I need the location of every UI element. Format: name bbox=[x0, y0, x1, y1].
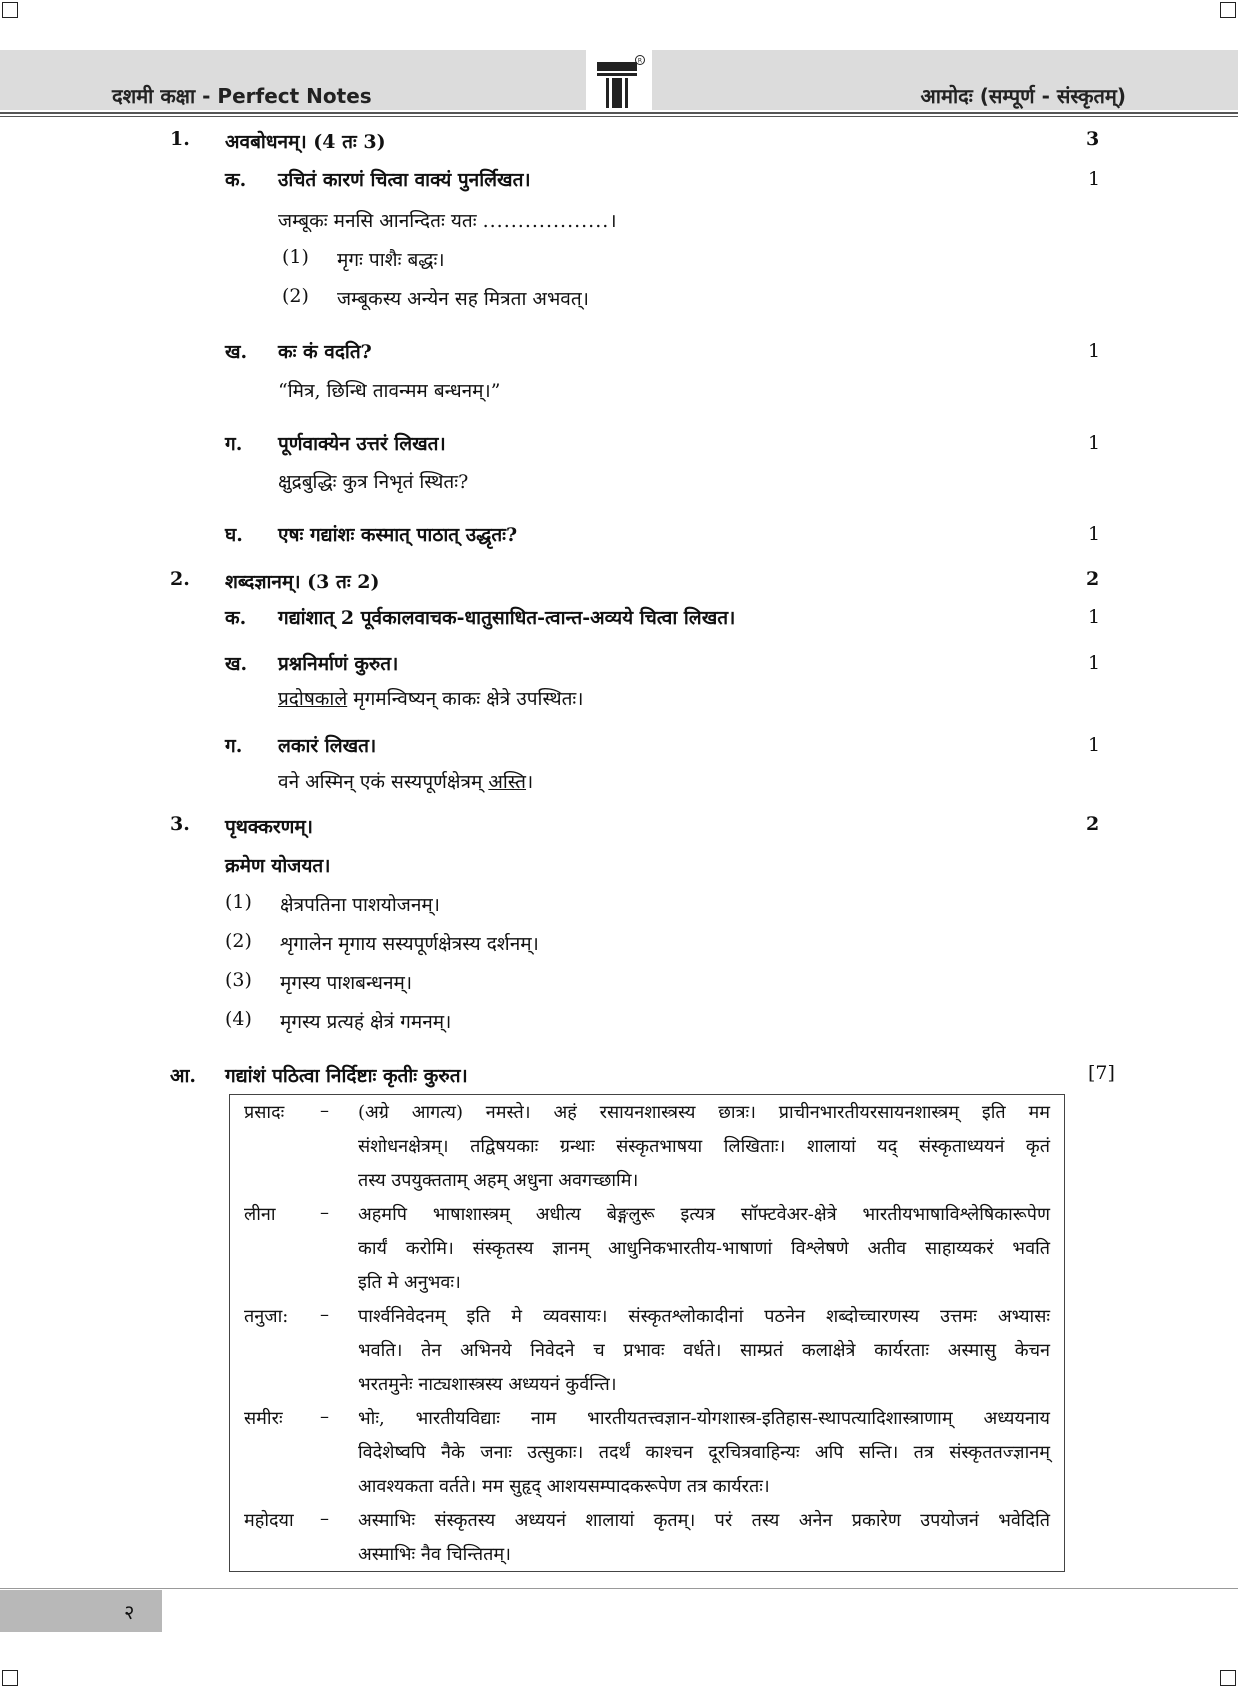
q1-gha-instruction: एषः गद्यांशः कस्मात् पाठात् उद्धृतः? bbox=[278, 524, 518, 546]
dialogue-dash: – bbox=[320, 1304, 329, 1325]
dialogue-line: भरतमुनेः नाट्यशास्त्रस्य अध्ययनं कुर्वन्ति। bbox=[358, 1374, 617, 1395]
svg-text:R: R bbox=[637, 57, 643, 65]
q3-marks: 2 bbox=[1086, 813, 1100, 835]
dialogue-dash: – bbox=[320, 1508, 329, 1529]
q2-ga-marks: 1 bbox=[1088, 734, 1101, 756]
q1-ka-stem bbox=[278, 207, 617, 233]
q2-ka-instruction: गद्यांशात् 2 पूर्वकालवाचक-धातुसाधित-त्वान्त-अव्यये चित्वा लिखत। bbox=[278, 607, 736, 629]
dialogue-line: अहमपि भाषाशास्त्रम् अधीत्य बेङ्गलुरू इत्यत्र सॉफ्टवेअर-क्षेत्रे भारतीयभाषाविश्लेषिकारूपेण bbox=[358, 1204, 1050, 1225]
header-rule bbox=[0, 112, 1238, 114]
q2-kha-sentence bbox=[278, 685, 583, 711]
q3-item-number: (3) bbox=[225, 969, 252, 991]
dialogue-speaker: लीना bbox=[244, 1204, 276, 1225]
q1-title: अवबोधनम्। (4 तः 3) bbox=[225, 131, 386, 153]
q1-ka-option1: मृगः पाशैः बद्धः। bbox=[337, 249, 445, 271]
q3-item: मृगस्य पाशबन्धनम्। bbox=[280, 972, 413, 994]
q1-marks: 3 bbox=[1086, 128, 1100, 150]
dialogue-line: इति मे अनुभवः। bbox=[358, 1272, 461, 1293]
q2-ga-label: ग. bbox=[225, 735, 243, 757]
publisher-logo bbox=[586, 50, 652, 112]
q1-kha-quote: “मित्र, छिन्धि तावन्मम बन्धनम्।” bbox=[278, 380, 501, 402]
sentence-end: । bbox=[526, 771, 534, 793]
logo-icon bbox=[593, 54, 645, 110]
dialogue-dash: – bbox=[320, 1406, 329, 1427]
dialogue-line: आवश्यकता वर्तते। मम सुहृद् आशयसम्पादकरूपेण तत्र कार्यरतः। bbox=[358, 1476, 770, 1497]
dialogue-line: विदेशेष्वपि नैके जनाः उत्सुकाः। तदर्थं काश्चन दूरचित्रवाहिन्यः अपि सन्ति। तत्र संस्कृततज्ज्ञानम् bbox=[358, 1442, 1050, 1463]
dialogue-line: अस्माभिः संस्कृतस्य अध्ययनं शालायां कृतम्। परं तस्य अनेन प्रकारेण उपयोजनं भवेदिति bbox=[358, 1510, 1050, 1531]
q1-gha-label: घ. bbox=[225, 524, 243, 546]
q1-ka-option1-number: (1) bbox=[282, 246, 309, 268]
q2-title: शब्दज्ञानम्। (3 तः 2) bbox=[225, 571, 380, 593]
q1-ka-label: क. bbox=[225, 169, 247, 191]
header-rule-thin bbox=[0, 116, 1238, 117]
q3-item-number: (2) bbox=[225, 930, 252, 952]
q3-item: क्षेत्रपतिना पाशयोजनम्। bbox=[280, 894, 440, 916]
q1-kha-marks: 1 bbox=[1088, 340, 1101, 362]
dialogue-speaker: महोदया bbox=[244, 1510, 294, 1531]
q1-ga-question: क्षुद्रबुद्धिः कुत्र निभृतं स्थितः? bbox=[278, 471, 469, 493]
answer-blank: .................. bbox=[482, 210, 610, 232]
q1-kha-instruction: कः कं वदति? bbox=[278, 341, 372, 363]
footer-page-band bbox=[0, 1590, 162, 1632]
dialogue-speaker: तनुजा: bbox=[244, 1306, 289, 1327]
q2-kha-label: ख. bbox=[225, 653, 248, 675]
q1-ka-instruction: उचितं कारणं चित्वा वाक्यं पुनर्लिखत। bbox=[278, 169, 531, 191]
header-left-title: दशमी कक्षा - Perfect Notes bbox=[112, 84, 372, 108]
dialogue-line: (अग्रे आगत्य) नमस्ते। अहं रसायनशास्त्रस्य छात्रः। प्राचीनभारतीयरसायनशास्त्रम् इति मम bbox=[358, 1102, 1050, 1123]
dialogue-line: अस्माभिः नैव चिन्तितम्। bbox=[358, 1544, 511, 1565]
q2-ka-label: क. bbox=[225, 607, 247, 629]
dialogue-speaker: प्रसादः bbox=[244, 1102, 285, 1123]
dialogue-line: पार्श्वनिवेदनम् इति मे व्यवसायः। संस्कृतश्लोकादीनां पठनेन शब्दोच्चारणस्य उत्तमः अभ्यासः bbox=[358, 1306, 1050, 1327]
q1-ga-instruction: पूर्णवाक्येन उत्तरं लिखत। bbox=[278, 433, 446, 455]
underlined-word: प्रदोषकाले bbox=[278, 688, 348, 710]
q2-number: 2. bbox=[170, 568, 190, 590]
corner-mark-bottom-left bbox=[2, 1670, 18, 1686]
dialogue-line: भवति। तेन अभिनये निवेदने च प्रभावः वर्धते। साम्प्रतं कलाक्षेत्रे कार्यरताः अस्मासु केचन bbox=[358, 1340, 1050, 1361]
q1-ka-marks: 1 bbox=[1088, 168, 1101, 190]
q2-ka-marks: 1 bbox=[1088, 606, 1101, 628]
dialogue-dash: – bbox=[320, 1202, 329, 1223]
dialogue-line: तस्य उपयुक्तताम् अहम् अधुना अवगच्छामि। bbox=[358, 1170, 639, 1191]
section-aa-instruction: गद्यांशं पठित्वा निर्दिष्टाः कृतीः कुरुत। bbox=[225, 1065, 468, 1087]
q2-kha-marks: 1 bbox=[1088, 652, 1101, 674]
corner-mark-top-right bbox=[1220, 2, 1236, 18]
corner-mark-top-left bbox=[2, 2, 18, 18]
passage-box bbox=[229, 1094, 1065, 1572]
stem-text: जम्बूकः मनसि आनन्दितः यतः bbox=[278, 210, 477, 232]
q2-marks: 2 bbox=[1086, 568, 1100, 590]
q3-subtitle: क्रमेण योजयत। bbox=[225, 855, 331, 877]
q3-item-number: (1) bbox=[225, 891, 252, 913]
q1-ka-option2-number: (2) bbox=[282, 285, 309, 307]
stem-end: । bbox=[609, 210, 617, 232]
section-aa-marks: [7] bbox=[1088, 1062, 1115, 1084]
q3-item: मृगस्य प्रत्यहं क्षेत्रं गमनम्। bbox=[280, 1011, 452, 1033]
sentence-start: वने अस्मिन् एकं सस्यपूर्णक्षेत्रम् bbox=[278, 771, 489, 793]
q1-kha-label: ख. bbox=[225, 341, 248, 363]
dialogue-dash: – bbox=[320, 1100, 329, 1121]
dialogue-line: भोः, भारतीयविद्याः नाम भारतीयतत्त्वज्ञान-योगशास्त्र-इतिहास-स्थापत्यादिशास्त्राणाम् अध्ययनाय bbox=[358, 1408, 1050, 1429]
q3-number: 3. bbox=[170, 813, 190, 835]
footer-rule bbox=[0, 1588, 1238, 1589]
header-right-title: आमोदः (सम्पूर्ण - संस्कृतम्) bbox=[920, 84, 1126, 108]
dialogue-line: कार्यं करोमि। संस्कृतस्य ज्ञानम् आधुनिकभारतीय-भाषाणां विश्लेषणे अतीव साहाय्यकरं भवति bbox=[358, 1238, 1050, 1259]
underlined-word: अस्ति bbox=[488, 771, 527, 793]
q3-item-number: (4) bbox=[225, 1008, 252, 1030]
corner-mark-bottom-right bbox=[1220, 1670, 1236, 1686]
q3-title: पृथक्करणम्। bbox=[225, 816, 313, 838]
q3-item: शृगालेन मृगाय सस्यपूर्णक्षेत्रस्य दर्शनम्। bbox=[280, 933, 539, 955]
q1-ga-label: ग. bbox=[225, 433, 243, 455]
q1-number: 1. bbox=[170, 128, 190, 150]
dialogue-speaker: समीरः bbox=[244, 1408, 283, 1429]
q2-ga-instruction: लकारं लिखत। bbox=[278, 735, 377, 757]
dialogue-line: संशोधनक्षेत्रम्। तद्विषयकाः ग्रन्थाः संस्कृतभाषया लिखिताः। शालायां यद् संस्कृताध्ययनं कृतं bbox=[358, 1136, 1050, 1157]
section-aa-label: आ. bbox=[170, 1065, 197, 1087]
q1-ka-option2: जम्बूकस्य अन्येन सह मित्रता अभवत्। bbox=[337, 288, 589, 310]
sentence-rest: मृगमन्विष्यन् काकः क्षेत्रे उपस्थितः। bbox=[347, 688, 584, 710]
q2-ga-sentence bbox=[278, 768, 533, 794]
q2-kha-instruction: प्रश्ननिर्माणं कुरुत। bbox=[278, 653, 399, 675]
page-number: २ bbox=[124, 1600, 135, 1624]
q1-gha-marks: 1 bbox=[1088, 523, 1101, 545]
q1-ga-marks: 1 bbox=[1088, 432, 1101, 454]
